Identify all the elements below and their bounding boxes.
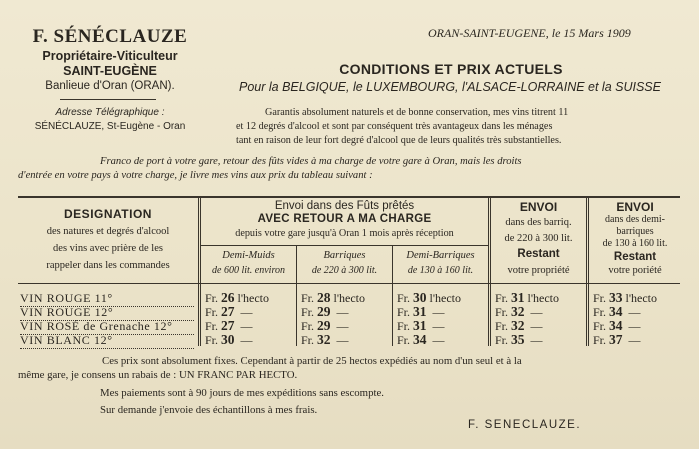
col3-header-line-6: votre poriété	[608, 265, 662, 276]
designation-line-1: des natures et degrés d'alcool	[46, 226, 170, 237]
col2-header-line-2: dans des barriq.	[505, 217, 572, 228]
franco-line-1: Franco de port à votre gare, retour des fûts vides à ma charge de votre gare à Oran, mais les droits	[100, 156, 522, 167]
col3-header-line-1: ENVOI	[616, 200, 654, 214]
price-cell	[495, 332, 543, 348]
wine-name: VIN ROUGE 12°	[20, 305, 194, 321]
sender-name: F. SÉNÉCLAUZE	[32, 26, 188, 47]
price-value: 26	[221, 290, 235, 305]
ditto-mark: —	[426, 305, 445, 319]
col3-header-line-3: barriques	[616, 226, 654, 237]
currency-label: Fr.	[397, 333, 414, 347]
ditto-mark: —	[330, 319, 349, 333]
currency-label: Fr.	[301, 333, 318, 347]
sender-suburb: Banlieue d'Oran (ORAN).	[45, 80, 175, 92]
ditto-mark: —	[524, 305, 543, 319]
ditto-mark: —	[330, 305, 349, 319]
currency-label: Fr.	[205, 305, 222, 319]
ditto-mark: —	[622, 333, 641, 347]
price-cell	[397, 332, 445, 348]
ditto-mark: —	[330, 333, 349, 347]
price-value: 37	[609, 332, 623, 347]
col2-header-line-5: votre propriété	[507, 265, 570, 276]
price-cell	[301, 332, 349, 348]
col2-header-line-4: Restant	[517, 248, 560, 260]
signature: F. SENECLAUZE.	[468, 419, 582, 431]
price-value: 32	[511, 304, 525, 319]
sub-barriques-size: de 220 à 300 lit.	[311, 265, 378, 276]
col1-header-line-2: AVEC RETOUR A MA CHARGE	[257, 213, 432, 225]
currency-label: Fr.	[495, 319, 512, 333]
currency-label: Fr.	[593, 291, 610, 305]
wine-name: VIN BLANC 12°	[20, 333, 194, 349]
unit-label: l'hecto	[330, 291, 365, 305]
ditto-mark: —	[622, 305, 641, 319]
designation-header: DESIGNATION	[64, 207, 152, 221]
price-value: 30	[413, 290, 427, 305]
sender-divider	[60, 99, 156, 100]
wine-name: VIN ROUGE 11°	[20, 291, 194, 307]
col3-header-line-2: dans des demi-	[605, 214, 665, 225]
telegraph-label: Adresse Télégraphique :	[55, 107, 165, 118]
price-value: 31	[413, 318, 427, 333]
page-heading: CONDITIONS ET PRIX ACTUELS	[339, 61, 563, 77]
price-value: 32	[511, 318, 525, 333]
col3-header-line-5: Restant	[613, 251, 657, 263]
intro-line-3: tant en raison de leur fort degré d'alcool que de leurs qualités très substantielles.	[236, 135, 562, 146]
ditto-mark: —	[426, 333, 445, 347]
unit-label: l'hecto	[622, 291, 657, 305]
currency-label: Fr.	[397, 319, 414, 333]
designation-line-2: des vins avec prière de les	[53, 243, 163, 254]
price-value: 31	[511, 290, 525, 305]
ditto-mark: —	[524, 319, 543, 333]
price-value: 34	[609, 304, 623, 319]
currency-label: Fr.	[593, 305, 610, 319]
ditto-mark: —	[524, 333, 543, 347]
sub-barriques-name: Barriques	[323, 250, 366, 261]
price-value: 27	[221, 304, 235, 319]
price-value: 34	[609, 318, 623, 333]
currency-label: Fr.	[397, 305, 414, 319]
sub-demi-barriques-name: Demi-Barriques	[406, 250, 475, 261]
col1-header-line-3: depuis votre gare jusqu'à Oran 1 mois après réception	[235, 228, 454, 239]
currency-label: Fr.	[205, 333, 222, 347]
sender-title: Propriétaire-Viticulteur	[42, 49, 178, 63]
col3-header-line-4: de 130 à 160 lit.	[602, 238, 668, 249]
price-value: 32	[317, 332, 331, 347]
currency-label: Fr.	[301, 291, 318, 305]
currency-label: Fr.	[495, 333, 512, 347]
currency-label: Fr.	[205, 319, 222, 333]
telegraph-address: SÉNÉCLAUZE, St-Eugène - Oran	[34, 121, 186, 132]
currency-label: Fr.	[593, 319, 610, 333]
price-value: 35	[511, 332, 525, 347]
dateline-date: le 15 Mars 1909	[551, 26, 631, 40]
ditto-mark: —	[426, 319, 445, 333]
footer-line-4: Sur demande j'envoie des échantillons à mes frais.	[100, 404, 318, 416]
currency-label: Fr.	[495, 291, 512, 305]
intro-line-1: Garantis absolument naturels et de bonne conservation, mes vins titrent 11	[265, 107, 569, 118]
price-value: 30	[221, 332, 235, 347]
price-value: 29	[317, 318, 331, 333]
sub-demi-muids-size: de 600 lit. environ	[212, 265, 285, 276]
price-value: 34	[413, 332, 427, 347]
col1-header-line-1: Envoi dans des Fûts prêtés	[274, 200, 415, 212]
page-subheading: Pour la BELGIQUE, le LUXEMBOURG, l'ALSACE-LORRAINE et la SUISSE	[239, 80, 661, 94]
ditto-mark: —	[234, 319, 253, 333]
currency-label: Fr.	[205, 291, 222, 305]
dateline-place: ORAN-SAINT-EUGENE,	[428, 26, 549, 40]
currency-label: Fr.	[495, 305, 512, 319]
sender-town: SAINT-EUGÈNE	[63, 64, 157, 78]
ditto-mark: —	[234, 333, 253, 347]
price-value: 29	[317, 304, 331, 319]
price-value: 28	[317, 290, 331, 305]
price-value: 33	[609, 290, 623, 305]
price-cell	[593, 332, 641, 348]
price-value: 31	[413, 304, 427, 319]
price-value: 27	[221, 318, 235, 333]
designation-line-3: rappeler dans les commandes	[46, 260, 170, 271]
currency-label: Fr.	[301, 305, 318, 319]
ditto-mark: —	[234, 305, 253, 319]
col2-header-line-3: de 220 à 300 lit.	[504, 233, 573, 244]
wine-name: VIN ROSÉ de Grenache 12°	[20, 319, 194, 335]
unit-label: l'hecto	[234, 291, 269, 305]
currency-label: Fr.	[397, 291, 414, 305]
currency-label: Fr.	[301, 319, 318, 333]
unit-label: l'hecto	[524, 291, 559, 305]
unit-label: l'hecto	[426, 291, 461, 305]
footer-line-1: Ces prix sont absolument fixes. Cependant à partir de 25 hectos expédiés au nom d'un seul et à la	[102, 355, 522, 367]
currency-label: Fr.	[593, 333, 610, 347]
ditto-mark: —	[622, 319, 641, 333]
price-cell	[205, 332, 253, 348]
franco-line-2: d'entrée en votre pays à votre charge, je livre mes vins aux prix du tableau suivant :	[18, 170, 373, 181]
intro-line-2: et 12 degrés d'alcool et sont par conséquent très avantageux dans les ménages	[236, 121, 553, 132]
dateline	[428, 26, 631, 41]
footer-line-3: Mes paiements sont à 90 jours de mes expéditions sans escompte.	[100, 387, 384, 399]
sub-demi-barriques-size: de 130 à 160 lit.	[407, 265, 474, 276]
footer-line-2: même gare, je consens un rabais de : UN FRANC PAR HECTO.	[18, 369, 298, 381]
sub-demi-muids-name: Demi-Muids	[222, 250, 275, 261]
col2-header-line-1: ENVOI	[519, 200, 558, 214]
